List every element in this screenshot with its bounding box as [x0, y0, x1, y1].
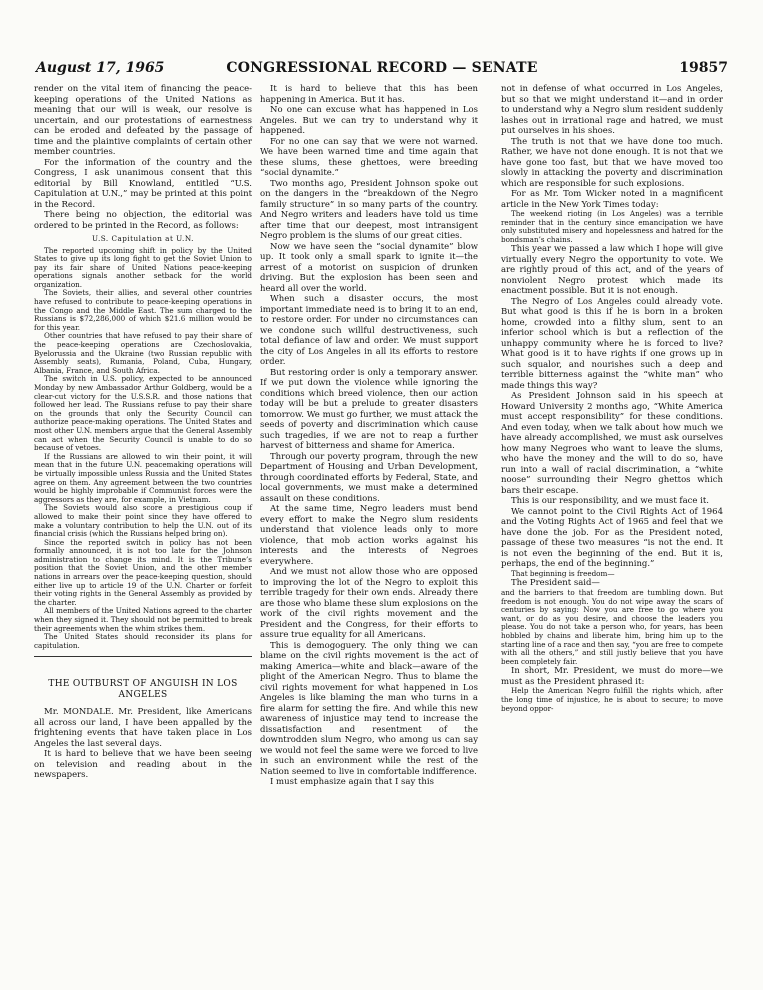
paragraph: This is our responsibility, and we must face it.	[511, 496, 709, 507]
quoted-paragraph: The weekend rioting (in Los Angeles) was a terrible reminder that in the century since emancipation we have only substituted misery and hopelessness and hatred for the bondsman’s chains.	[501, 209, 723, 244]
paragraph: For the information of the country and the Congress, I ask unanimous consent that this editorial by Bill Knowland, entitled “U.S. Capitulation at U.N.,” may be printed at this point in the Record.	[34, 157, 252, 210]
paragraph: Two months ago, President Johnson spoke out on the dangers in the “breakdown of the Negro family structure” in so many parts of the country. And Negro writers and leaders have told us time after time that our deepest, most intransigent Negro problem is the slums of our great cities.	[260, 178, 478, 241]
paragraph: In short, Mr. President, we must do more—we must as the President phrased it:	[501, 666, 723, 687]
paragraph: It is hard to believe that we have been seeing on television and reading about in the newspapers.	[34, 749, 252, 781]
paragraph: We cannot point to the Civil Rights Act of 1964 and the Voting Rights Act of 1965 and feel that we have done the job. For as the President noted, passage of these two measures “is not the end. It is not even the beginning of the end. But it is, perhaps, the end of the beginning.”	[501, 506, 723, 570]
paragraph: I must emphasize again that I say this	[270, 777, 434, 787]
editorial-paragraph: Other countries that have refused to pay their share of the peace-keeping operations are Czechoslovakia, Byelorussia and the Ukraine (two Russian republic with Assembly seats), Rumania, Poland, Cuba, Hungary, Albania, France, and South Africa.	[34, 331, 252, 375]
paragraph: The truth is not that we have done too much. Rather, we have not done enough. It is not that we have gone too fast, but that we have moved too slowly in attacking the poverty and discrimination which are responsible for such explosions.	[501, 136, 723, 189]
paragraph: There being no objection, the editorial was ordered to be printed in the Record, as follows:	[34, 210, 252, 231]
editorial-paragraph: Since the reported switch in policy has not been formally announced, it is not too late for the Johnson administration to change its mind. It is the Tribune’s position that the Soviet Union, and the other member nations in arrears over the peace-keeping question, should either live up to article 19 of the U.N. Charter or forfeit their voting rights in the General Assembly as provided by the charter.	[34, 537, 252, 607]
page-header	[36, 60, 728, 82]
paragraph: For no one can say that we were not warned. We have been warned time and time again that these slums, these ghettoes, were breeding “social dynamite.”	[260, 136, 478, 178]
paragraph: This year we passed a law which I hope will give virtually every Negro the opportunity to vote. We are rightly proud of this act, and of the years of nonviolent Negro protest which made its enactment possible. But it is not enough.	[501, 244, 723, 297]
quoted-paragraph: Help the American Negro fulfill the rights which, after the long time of injustice, he is about to secure; to move beyond oppor-	[501, 686, 723, 713]
paragraph: Now we have seen the “social dynamite” blow up. It took only a small spark to ignite it—the arrest of a motorist on suspicion of drunken driving. But the explosion has been seen and heard all over the world.	[260, 241, 478, 294]
paragraph: The Negro of Los Angeles could already vote. But what good is this if he is born in a broken home, crowded into a filthy slum, sent to an inferior school which is but a reflection of the unhappy community where he is forced to live? What good is it to have rights if one grows up in such squalor, and nourishes such a deep and terrible bitterness against the “white man” who made things this way?	[501, 296, 723, 391]
paragraph: It is hard to believe that this has been happening in America. But it has.	[260, 84, 478, 105]
column-1	[34, 84, 252, 781]
section-divider	[34, 656, 252, 657]
quoted-paragraph: and the barriers to that freedom are tumbling down. But freedom is not enough. You do not wipe away the scars of centuries by saying: Now you are free to go where you want, or do as you desire, and choose the leaders you please. You do not take a person who, for years, has been hobbled by chains and liberate him, bring him up to the starting line of a race and then say, “you are free to compete with all the others,” and still justly believe that you have been completely fair.	[501, 587, 723, 666]
paragraph: This is demogoguery. The only thing we can blame on the civil rights movement is the act of making America—white and black—aware of the plight of the American Negro. Thus to blame the civil rights movement for what happened in Los Angeles is like blaming the man who turns in a fire alarm for setting the fire. And while this new awareness of injustice may tend to increase the dissatisfaction and resentment of the downtrodden slum Negro, who among us can say we would not feel the same were we forced to live in such an environment while the rest of the Nation seemed to live in comfortable indifference.	[260, 640, 478, 777]
editorial-paragraph: The United States should reconsider its plans for capitulation.	[34, 632, 252, 650]
editorial-paragraph: The switch in U.S. policy, expected to be announced Monday by new Ambassador Arthur Goldberg, would be a clear-cut victory for the U.S.S.R. and those nations that followed her lead. The Russians refuse to pay their share on the grounds that only the Security Council can authorize peace-making operations. The United States and most other U.N. members argue that the General Assembly can act when the Security Council is unable to do so because of vetoes.	[34, 374, 252, 453]
page-number: 19857	[679, 60, 728, 76]
issue-date: August 17, 1965	[36, 60, 165, 76]
paragraph: And we must not allow those who are opposed to improving the lot of the Negro to exploit this terrible tragedy for their own ends. Already there are those who blame these slum explosions on the work of the civil rights movement and the President and the Congress, for their efforts to assure true equality for all Americans.	[260, 567, 478, 640]
paragraph: As President Johnson said in his speech at Howard University 2 months ago, “White America must accept responsibility” for these conditions. And even today, when we talk about how much we have already accomplished, we must ask ourselves how many Negroes who want to leave the slums, who have the money and the will to do so, have run into a wall of racial discrimination, a “white noose” surrounding their Negro ghettos which bars their escape.	[501, 391, 723, 496]
paragraph: Mr. MONDALE. Mr. President, like Americans all across our land, I have been appalled by the frightening events that have taken place in Los Angeles the last several days.	[34, 707, 252, 749]
editorial-title: U.S. Capitulation at U.N.	[92, 234, 194, 243]
paragraph: not in defense of what occurred in Los Angeles, but so that we might understand it—and in order to understand why a Negro slum resident suddenly lashes out in irrational rage and hatred, we must put ourselves in his shoes.	[501, 84, 723, 136]
editorial-paragraph: The reported upcoming shift in policy by the United States to give up its long fight to get the Soviet Union to pay its fair share of United Nations peace-keeping operations signals another setback for the world organization.	[34, 245, 252, 289]
paragraph: But restoring order is only a temporary answer. If we put down the violence while ignoring the conditions which breed violence, then our action today will be but a prelude to greater disasters tomorrow. We must go further, we must attack the seeds of poverty and discrimination which cause such tragedies, if we are not to reap a further harvest of bitterness and shame for America.	[260, 367, 478, 451]
publication-title: CONGRESSIONAL RECORD — SENATE	[226, 60, 538, 76]
paragraph: When such a disaster occurs, the most important immediate need is to bring it to an end, to restore order. For under no circumstances can we condone such willful destructiveness, such total defiance of law and order. We must support the city of Los Angeles in all its efforts to restore order.	[260, 294, 478, 367]
paragraph: At the same time, Negro leaders must bend every effort to make the Negro slum residents understand that violence leads only to more violence, that mob action works against his interests and the interests of Negroes everywhere.	[260, 504, 478, 567]
editorial-paragraph: The Soviets, their allies, and several other countries have refused to contribute to peace-keeping operations in the Congo and the Middle East. The sum charged to the Russians is $72,286,000 of which $21.6 million would be for this year.	[34, 288, 252, 332]
editorial-paragraph: The Soviets would also score a prestigious coup if allowed to make their point since they have offered to make a voluntary contribution to help the U.N. out of its financial crisis (which the Russians helped bring on).	[34, 503, 252, 539]
paragraph: Through our poverty program, through the new Department of Housing and Urban Development, through coordinated efforts by Federal, State, and local governments, we must make a determined assault on these conditions.	[260, 451, 478, 504]
quoted-paragraph: That beginning is freedom—	[511, 568, 615, 578]
paragraph: render on the vital item of financing the peace-keeping operations of the United Nations as meaning that our will is weak, our resolve is uncertain, and our protestations of earnestness can be eroded and defeated by the passage of time and the plaintive complaints of certain other member countries.	[34, 84, 252, 157]
paragraph: For as Mr. Tom Wicker noted in a magnificent article in the New York Times today:	[501, 189, 723, 210]
paragraph: No one can excuse what has happened in Los Angeles. But we can try to understand why it happened.	[260, 105, 478, 136]
section-title: THE OUTBURST OF ANGUISH IN LOS ANGELES	[48, 679, 238, 701]
column-2	[260, 84, 478, 788]
editorial-paragraph: If the Russians are allowed to win their point, it will mean that in the future U.N. peacemaking operations will be virtually impossible unless Russia and the United States agree on them. Any agreement between the two countries would be highly improbable if Communist forces were the aggressors as they are, for example, in Vietnam.	[34, 451, 252, 504]
editorial-paragraph: All members of the United Nations agreed to the charter when they signed it. They should not be permitted to break their agreements when the whim strikes them.	[34, 606, 252, 633]
column-3	[501, 84, 723, 713]
paragraph: The President said—	[511, 578, 600, 589]
